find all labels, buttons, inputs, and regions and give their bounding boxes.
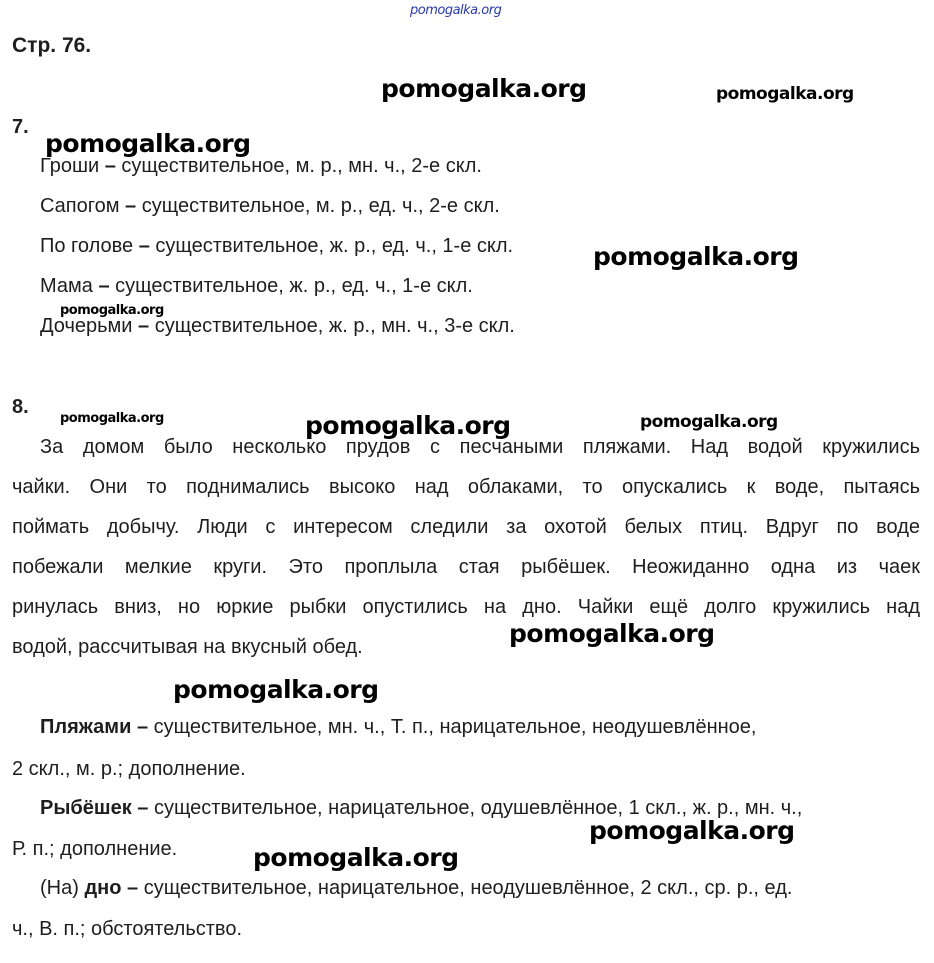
task-8-number: 8.	[12, 396, 29, 418]
analysis-desc: существительное, нарицательное, неодушевлённое, 2 скл., ср. р., ед.	[143, 877, 793, 899]
analysis-continuation: ч., В. п.; обстоятельство.	[12, 918, 243, 940]
page-label: Стр. 76.	[12, 34, 92, 57]
watermark-text: pomogalka.org	[381, 74, 587, 103]
analysis-word: Пляжами	[40, 716, 132, 738]
task-7-item: Дочерьми – существительное, ж. р., мн. ч., 3-е скл.	[40, 315, 515, 337]
watermark-text: pomogalka.org	[253, 843, 459, 872]
task-7-item: Гроши – существительное, м. р., мн. ч., 2-е скл.	[40, 155, 482, 177]
analysis-item: Рыбёшек – существительное, нарицательное, одушевлённое, 1 скл., ж. р., мн. ч.,	[40, 797, 803, 819]
item-word: По голове	[40, 235, 134, 257]
paragraph-line: чайки. Они то поднимались высоко над облаками, то опускались к воде, пытаясь	[12, 476, 920, 498]
item-desc: существительное, м. р., мн. ч., 2-е скл.	[121, 155, 482, 177]
item-desc: существительное, ж. р., мн. ч., 3-е скл.	[154, 315, 515, 337]
task-7-item: Мама – существительное, ж. р., ед. ч., 1-е скл.	[40, 275, 473, 297]
analysis-word: Рыбёшек	[40, 797, 132, 819]
analysis-desc: существительное, мн. ч., Т. п., нарицательное, неодушевлённое,	[153, 716, 757, 738]
paragraph-line: поймать добычу. Люди с интересом следили за охотой белых птиц. Вдруг по воде	[12, 516, 920, 538]
analysis-continuation: 2 скл., м. р.; дополнение.	[12, 758, 246, 780]
watermark-text: pomogalka.org	[60, 411, 164, 426]
analysis-word: дно	[84, 877, 122, 899]
analysis-item: Пляжами – существительное, мн. ч., Т. п., нарицательное, неодушевлённое,	[40, 716, 757, 738]
watermark-text: pomogalka.org	[173, 675, 379, 704]
item-word: Мама	[40, 275, 93, 297]
item-word: Сапогом	[40, 195, 120, 217]
task-7-number: 7.	[12, 116, 29, 138]
watermark-text: pomogalka.org	[716, 84, 854, 104]
analysis-desc: существительное, нарицательное, одушевлённое, 1 скл., ж. р., мн. ч.,	[153, 797, 803, 819]
analysis-continuation: Р. п.; дополнение.	[12, 838, 178, 860]
paragraph-line: ринулась вниз, но юркие рыбки опустились на дно. Чайки ещё долго кружились над	[12, 596, 920, 618]
analysis-prefix: (На)	[40, 877, 79, 899]
analysis-item: (На) дно – существительное, нарицательное, неодушевлённое, 2 скл., ср. р., ед.	[40, 877, 793, 899]
watermark-text: pomogalka.org	[305, 411, 511, 440]
site-watermark-top: pomogalka.org	[410, 3, 502, 18]
paragraph-line: водой, рассчитывая на вкусный обед.	[12, 636, 363, 658]
watermark-text: pomogalka.org	[45, 129, 251, 158]
task-7-item: По голове – существительное, ж. р., ед. ч., 1-е скл.	[40, 235, 514, 257]
watermark-text: pomogalka.org	[589, 816, 795, 845]
item-desc: существительное, ж. р., ед. ч., 1-е скл.	[155, 235, 514, 257]
item-word: Дочерьми	[40, 315, 133, 337]
watermark-text: pomogalka.org	[593, 242, 799, 271]
item-desc: существительное, ж. р., ед. ч., 1-е скл.	[115, 275, 473, 297]
watermark-text: pomogalka.org	[60, 303, 164, 318]
item-word: Гроши	[40, 155, 100, 177]
task-7-item: Сапогом – существительное, м. р., ед. ч., 2-е скл.	[40, 195, 500, 217]
paragraph-line: За домом было несколько прудов с песчаными пляжами. Над водой кружились	[40, 436, 920, 458]
watermark-text: pomogalka.org	[640, 412, 778, 432]
item-desc: существительное, м. р., ед. ч., 2-е скл.	[141, 195, 500, 217]
watermark-text: pomogalka.org	[509, 619, 715, 648]
paragraph-line: побежали мелкие круги. Это проплыла стая рыбёшек. Неожиданно одна из чаек	[12, 556, 920, 578]
